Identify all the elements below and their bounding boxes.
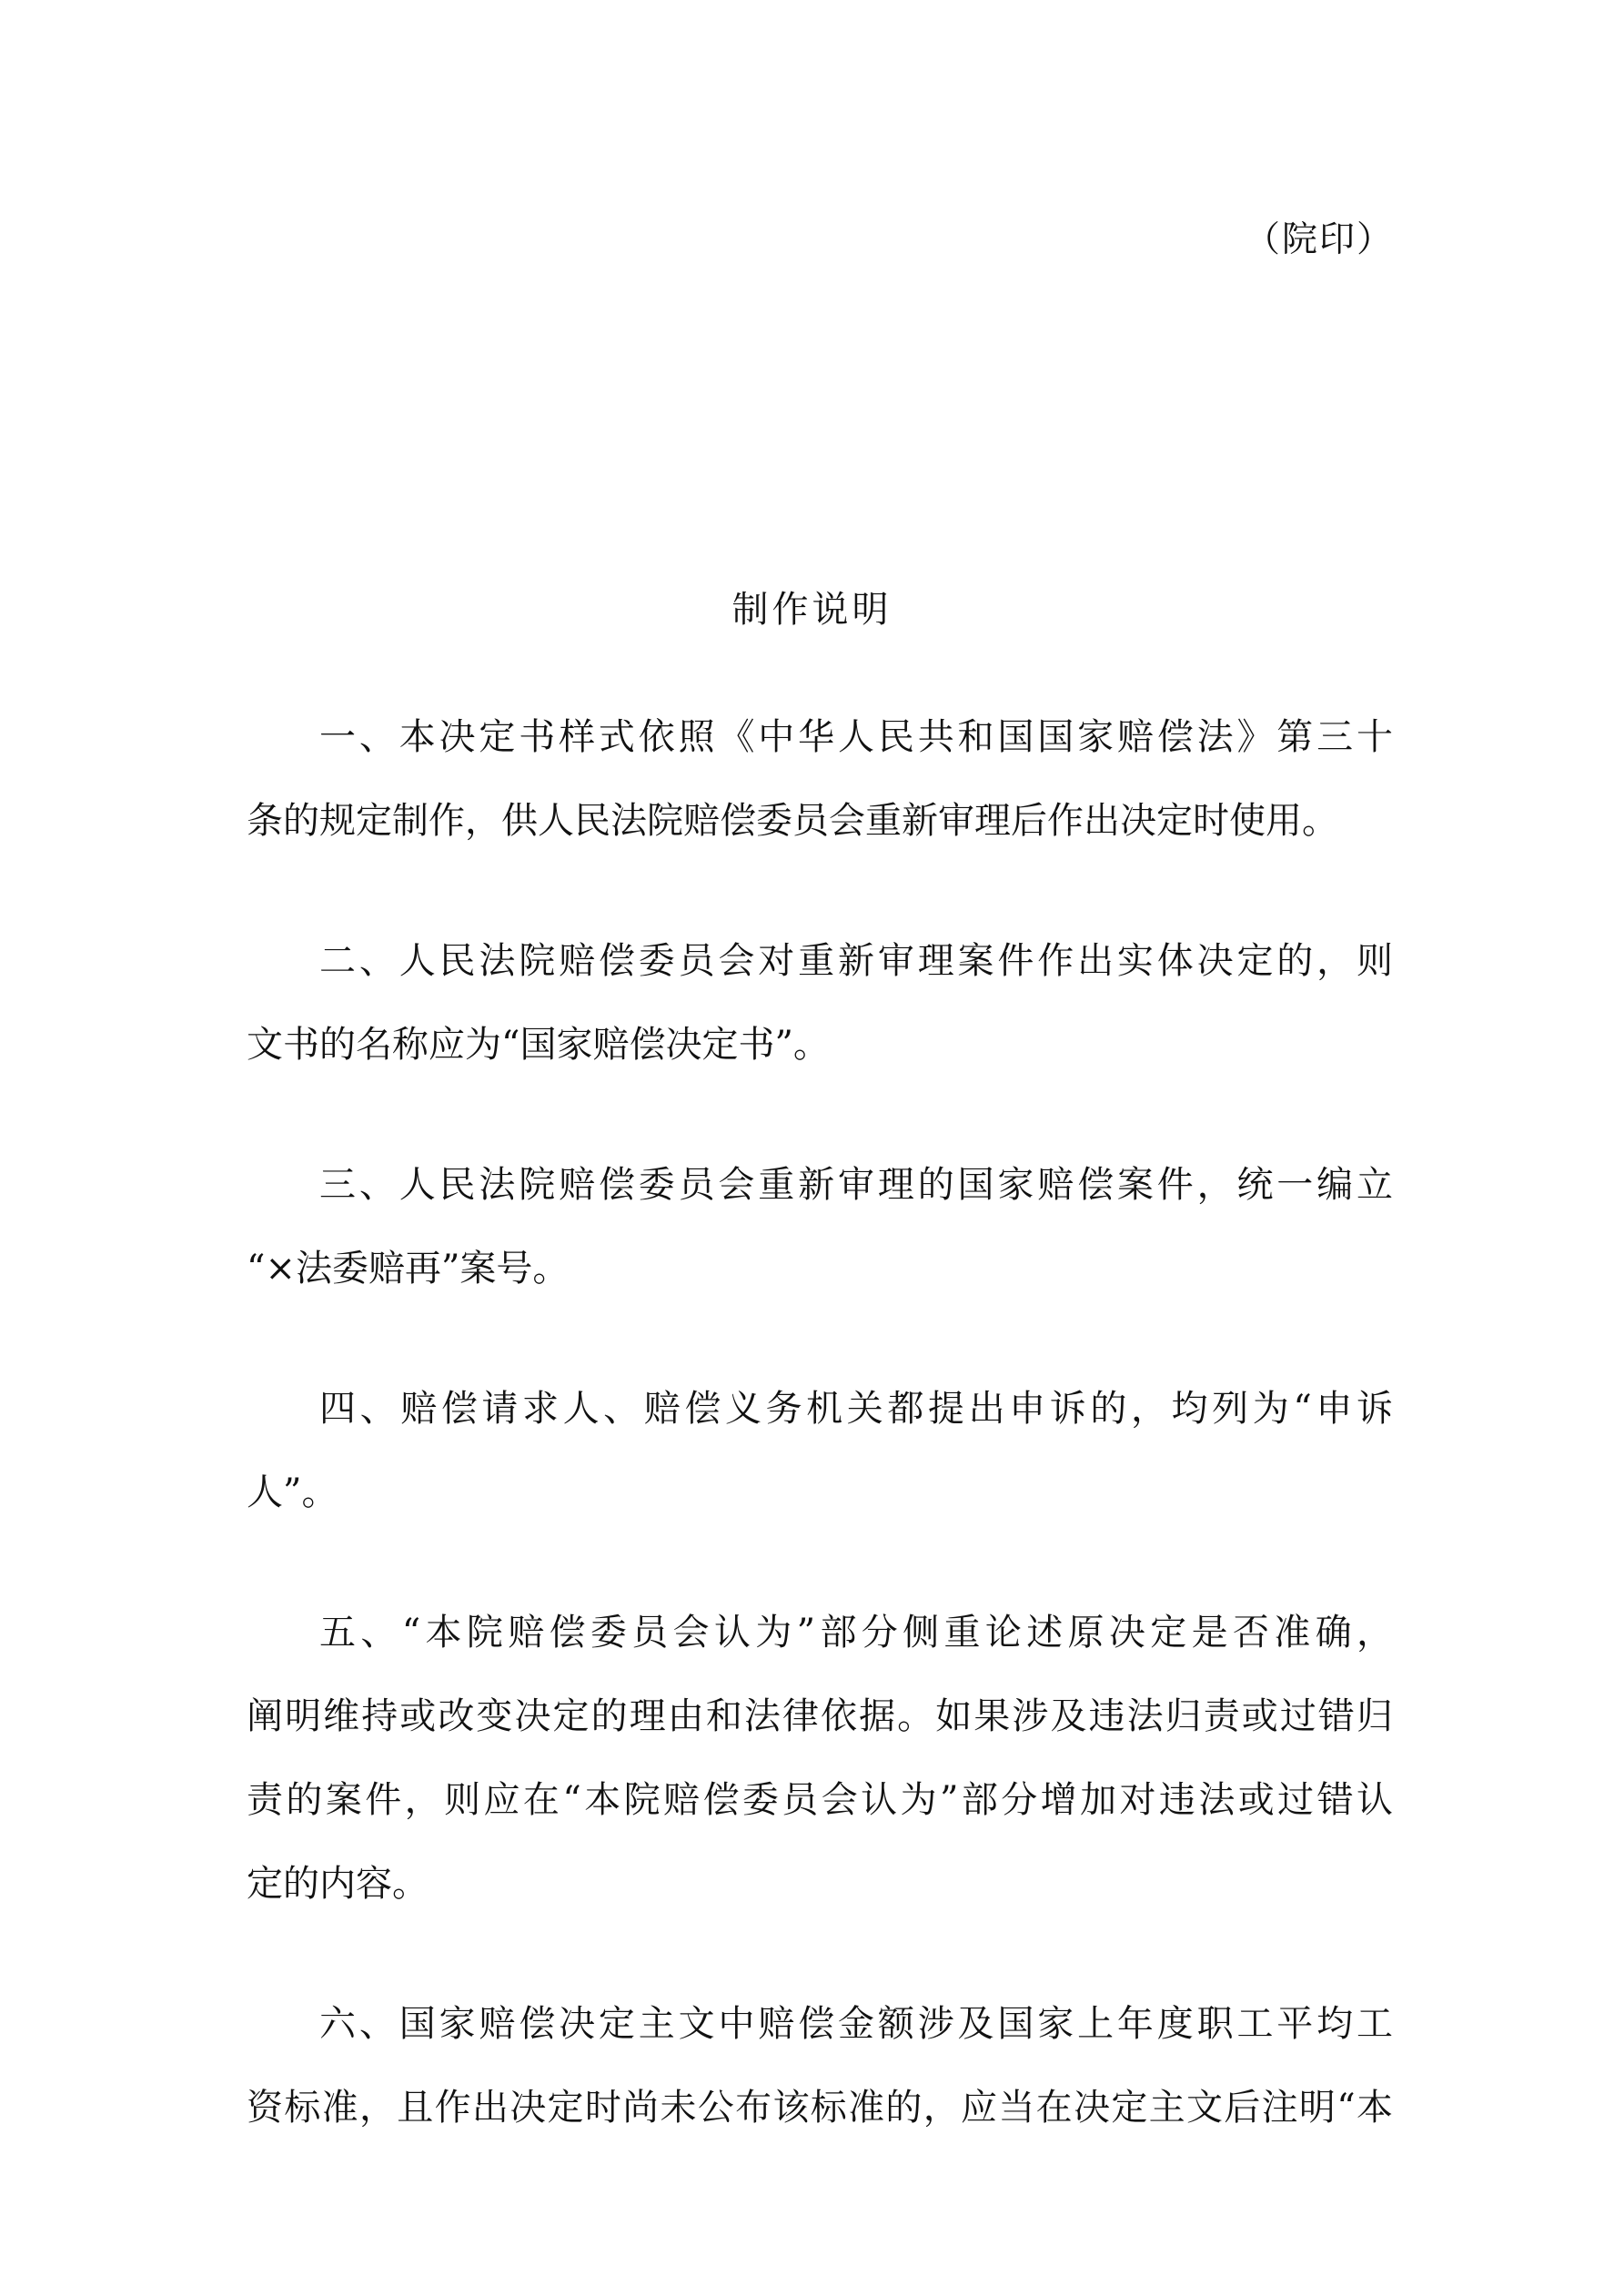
paragraph-line: 四、赔偿请求人、赔偿义务机关都提出申诉的，均列为“申诉	[319, 1388, 1393, 1430]
paragraph-line: 六、国家赔偿决定主文中赔偿金额涉及国家上年度职工平均工	[319, 2003, 1393, 2045]
paragraph-line: 五、“本院赔偿委员会认为”部分侧重论述原决定是否准确，	[319, 1612, 1393, 1654]
paragraph-line: 人”。	[247, 1472, 338, 1513]
paragraph-line: “×法委赔再”案号。	[247, 1248, 570, 1290]
paragraph-line: 定的内容。	[247, 1863, 429, 1905]
paragraph-3	[247, 1143, 1393, 1310]
paragraph-line: 阐明维持或改变决定的理由和法律依据。如果涉及违法归责或过错归	[247, 1695, 1393, 1737]
paragraph-1	[247, 695, 1393, 863]
paragraph-line: 责的案件，则应在“本院赔偿委员会认为”部分增加对违法或过错认	[247, 1779, 1393, 1821]
paragraph-5	[247, 1591, 1393, 1926]
paragraph-line: 文书的名称应为“国家赔偿决定书”。	[247, 1024, 830, 1066]
court-seal-placeholder: （院印）	[1245, 219, 1395, 260]
paragraph-line: 一、本决定书样式依照《中华人民共和国国家赔偿法》第三十	[319, 716, 1393, 758]
paragraph-6	[247, 1982, 1393, 2149]
paragraph-line: 资标准，且作出决定时尚未公布该标准的，应当在决定主文后注明“本	[247, 2087, 1393, 2129]
paragraph-line: 二、人民法院赔偿委员会对重新审理案件作出实体决定的，则	[319, 940, 1393, 982]
paragraph-2	[247, 919, 1393, 1087]
paragraph-4	[247, 1367, 1393, 1534]
paragraph-line: 三、人民法院赔偿委员会重新审理的国家赔偿案件，统一编立	[319, 1164, 1393, 1206]
paragraph-line: 条的规定制作，供人民法院赔偿委员会重新审理后作出决定时使用。	[247, 800, 1338, 842]
section-heading: 制作说明	[731, 589, 893, 631]
